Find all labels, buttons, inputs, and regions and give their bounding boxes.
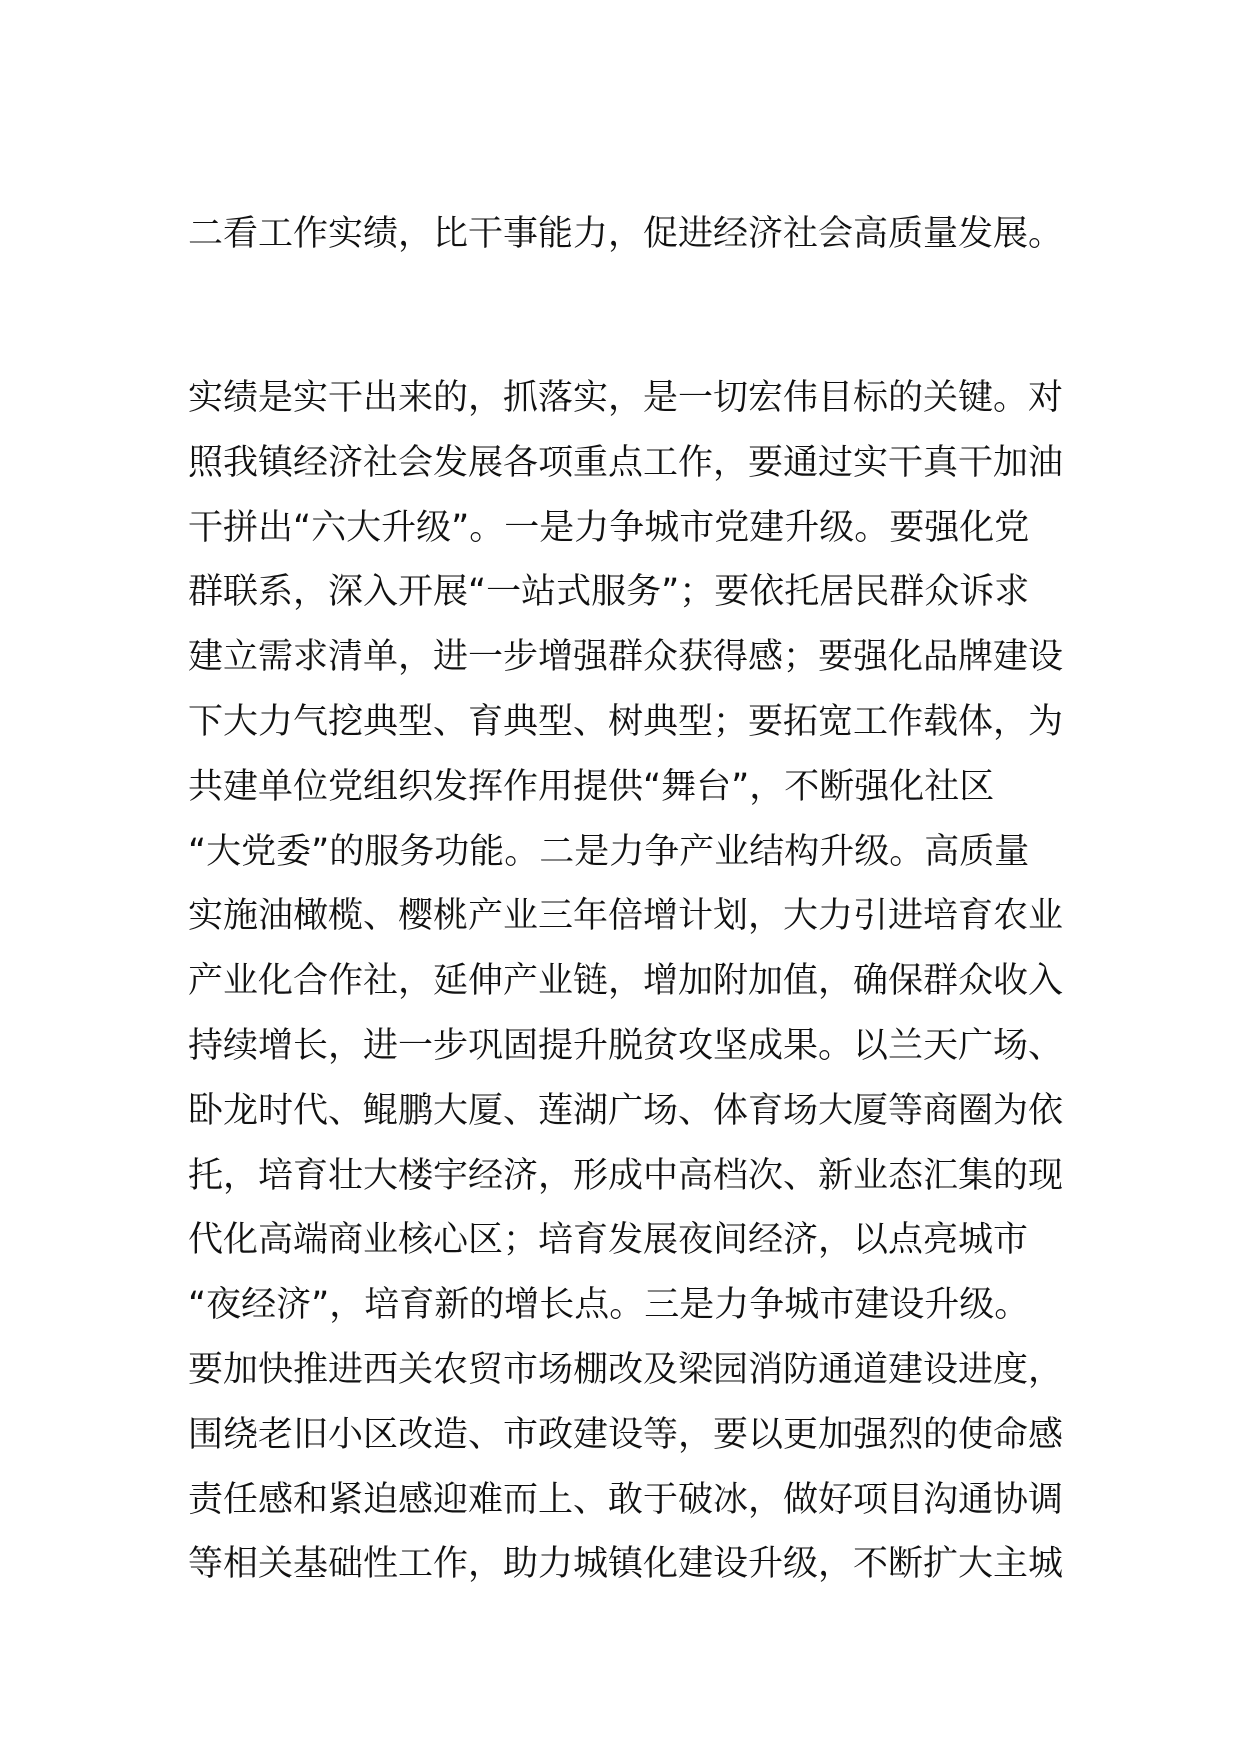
paragraph-line: 照我镇经济社会发展各项重点工作，要通过实干真干加油 (188, 442, 1064, 483)
paragraph-line: 实施油橄榄、樱桃产业三年倍增计划，大力引进培育农业 (188, 896, 1064, 937)
paragraph-line: 等相关基础性工作，助力城镇化建设升级，不断扩大主城 (188, 1544, 1064, 1585)
paragraph-line: 干拼出“六大升级”。一是力争城市党建升级。要强化党 (188, 507, 1030, 548)
paragraph-line: 群联系，深入开展“一站式服务”；要依托居民群众诉求 (188, 572, 1030, 613)
paragraph-line: 托，培育壮大楼宇经济，形成中高档次、新业态汇集的现 (188, 1155, 1064, 1196)
paragraph-line: 共建单位党组织发挥作用提供“舞台”，不断强化社区 (188, 766, 995, 807)
paragraph-line: 实绩是实干出来的，抓落实，是一切宏伟目标的关键。对 (188, 378, 1064, 418)
section-heading: 二看工作实绩，比干事能力，促进经济社会高质量发展。 (188, 214, 1064, 254)
paragraph-line: 卧龙时代、鲲鹏大厦、莲湖广场、体育场大厦等商圈为依 (188, 1090, 1064, 1131)
body-paragraph (188, 366, 1063, 1597)
paragraph-line: 要加快推进西关农贸市场棚改及梁园消防通道建设进度， (188, 1349, 1064, 1390)
paragraph-line: 围绕老旧小区改造、市政建设等，要以更加强烈的使命感 (188, 1414, 1064, 1455)
paragraph-line: 建立需求清单，进一步增强群众获得感；要强化品牌建设 (188, 637, 1064, 678)
paragraph-line: 下大力气挖典型、育典型、树典型；要拓宽工作载体，为 (188, 701, 1064, 742)
paragraph-line: “夜经济”，培育新的增长点。三是力争城市建设升级。 (188, 1285, 1030, 1326)
paragraph-line: “大党委”的服务功能。二是力争产业结构升级。高质量 (188, 831, 1030, 872)
paragraph-line: 代化高端商业核心区；培育发展夜间经济，以点亮城市 (188, 1220, 1029, 1261)
paragraph-line: 持续增长，进一步巩固提升脱贫攻坚成果。以兰天广场、 (188, 1025, 1064, 1066)
paragraph-line: 产业化合作社，延伸产业链，增加附加值，确保群众收入 (188, 961, 1064, 1002)
paragraph-line: 责任感和紧迫感迎难而上、敢于破冰，做好项目沟通协调 (188, 1479, 1064, 1520)
